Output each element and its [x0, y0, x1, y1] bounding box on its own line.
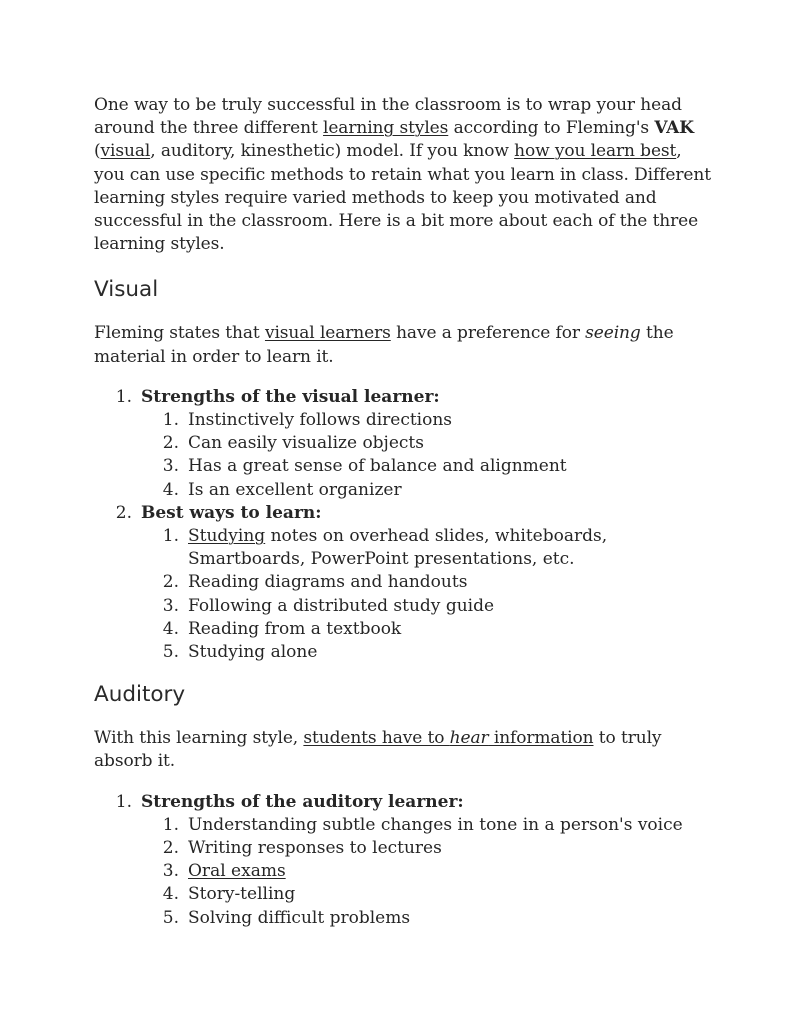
- hear-emphasis: hear: [449, 728, 489, 749]
- list-number: 3.: [162, 595, 179, 616]
- list-number: 4.: [162, 618, 179, 639]
- intro-text-2: according to Fleming's: [448, 118, 655, 139]
- list-item: [94, 791, 714, 814]
- list-item: [94, 641, 714, 664]
- intro-text-4: , auditory, kinesthetic) model. If you know: [150, 141, 515, 162]
- list-number: 1.: [115, 386, 132, 407]
- visual-outline-list: [94, 386, 714, 664]
- how-you-learn-best-link[interactable]: how you learn best: [514, 141, 677, 162]
- intro-paragraph: [94, 94, 714, 256]
- list-item: [94, 883, 714, 906]
- list-item-text: Has a great sense of balance and alignment: [188, 456, 567, 477]
- list-item: [94, 860, 714, 883]
- list-number: 4.: [162, 884, 179, 905]
- list-number: 1.: [115, 791, 132, 812]
- list-item-text: Understanding subtle changes in tone in a person's voice: [188, 814, 683, 835]
- auditory-text-2: to truly absorb it.: [94, 728, 662, 772]
- list-item: [94, 907, 714, 930]
- list-item-text: Is an excellent organizer: [188, 479, 402, 500]
- intro-text-3: (: [94, 141, 101, 162]
- vak-bold: VAK: [654, 118, 694, 139]
- intro-text-1: One way to be truly successful in the classroom is to wrap your head around the three different: [94, 95, 682, 139]
- list-item: [94, 525, 714, 571]
- list-item: [94, 595, 714, 618]
- list-item-text: Reading diagrams and handouts: [188, 572, 468, 593]
- list-item-text: notes on overhead slides, whiteboards, Smartboards, PowerPoint presentations, etc.: [188, 526, 608, 570]
- article-content: [94, 94, 714, 930]
- list-item-text: Story-telling: [188, 884, 296, 905]
- list-item-text: Solving difficult problems: [188, 907, 411, 928]
- list-number: 2.: [162, 433, 179, 454]
- students-have-to-hear-information-link[interactable]: [303, 728, 593, 748]
- list-item: [94, 618, 714, 641]
- intro-text-5: , you can use specific methods to retain what you learn in class. Different learning styles require varied methods to keep you motivated and successful in the classroom. Here is a bit more about each of the three learning styles.: [94, 141, 711, 255]
- seeing-emphasis: seeing: [585, 323, 641, 344]
- list-item: [94, 837, 714, 860]
- list-number: 1.: [162, 814, 179, 835]
- link-text-b: information: [488, 728, 594, 749]
- visual-heading: Visual: [94, 277, 159, 303]
- list-item-text: Following a distributed study guide: [188, 595, 495, 616]
- studying-link[interactable]: Studying: [188, 526, 266, 547]
- list-item-text: Studying alone: [188, 642, 318, 663]
- auditory-text-1: With this learning style,: [94, 728, 304, 749]
- list-item: [94, 479, 714, 502]
- visual-text-2: have a preference for: [390, 323, 586, 344]
- list-number: 2.: [162, 572, 179, 593]
- list-number: 3.: [162, 861, 179, 882]
- list-item: [94, 814, 714, 837]
- list-item: [94, 502, 714, 525]
- list-number: 5.: [162, 642, 179, 663]
- list-number: 1.: [162, 526, 179, 547]
- list-number: 2.: [115, 502, 132, 523]
- oral-exams-link[interactable]: Oral exams: [188, 861, 286, 882]
- visual-text-1: Fleming states that: [94, 323, 265, 344]
- visual-strengths-title: Strengths of the visual learner:: [141, 386, 440, 407]
- list-number: 5.: [162, 907, 179, 928]
- auditory-heading: Auditory: [94, 682, 186, 708]
- list-item-text: Writing responses to lectures: [188, 838, 442, 859]
- list-number: 2.: [162, 838, 179, 859]
- list-item-text: Can easily visualize objects: [188, 433, 424, 454]
- visual-text-3: the material in order to learn it.: [94, 323, 674, 367]
- auditory-strengths-title: Strengths of the auditory learner:: [141, 791, 464, 812]
- list-number: 3.: [162, 456, 179, 477]
- list-item: [94, 571, 714, 594]
- auditory-paragraph: [94, 727, 714, 773]
- visual-link[interactable]: visual: [100, 141, 151, 162]
- auditory-outline-list: [94, 791, 714, 930]
- visual-best-ways-title: Best ways to learn:: [141, 502, 322, 523]
- visual-paragraph: [94, 322, 714, 368]
- list-item: [94, 455, 714, 478]
- list-number: 1.: [162, 410, 179, 431]
- list-item-text: Instinctively follows directions: [188, 410, 453, 431]
- list-item: [94, 409, 714, 432]
- list-item: [94, 432, 714, 455]
- visual-learners-link[interactable]: visual learners: [264, 323, 391, 344]
- list-number: 4.: [162, 479, 179, 500]
- learning-styles-link[interactable]: learning styles: [323, 118, 449, 139]
- list-item-text: Reading from a textbook: [188, 618, 402, 639]
- link-text-a: students have to: [303, 728, 450, 749]
- list-item: [94, 386, 714, 409]
